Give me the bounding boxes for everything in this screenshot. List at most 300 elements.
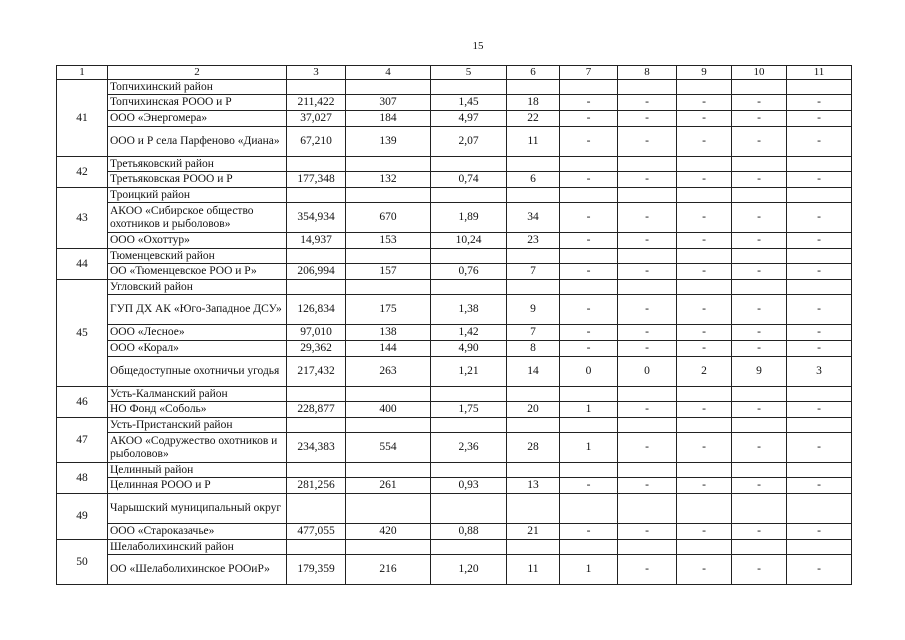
row-number: 46	[57, 387, 108, 418]
value-cell-c4: 175	[346, 295, 431, 325]
district-name: Усть-Калманский район	[108, 387, 287, 402]
table-row	[57, 172, 852, 188]
value-cell-c11: -	[787, 325, 852, 341]
value-cell-c9: -	[677, 341, 732, 357]
column-header: 8	[618, 66, 677, 80]
empty-cell	[677, 280, 732, 295]
value-cell-c7: 1	[560, 433, 618, 463]
value-cell-c8: -	[618, 127, 677, 157]
value-cell-c10: -	[732, 325, 787, 341]
table-row	[57, 341, 852, 357]
value-cell-c5: 1,38	[431, 295, 507, 325]
table-row	[57, 433, 852, 463]
empty-cell	[507, 494, 560, 524]
empty-cell	[287, 249, 346, 264]
value-cell-c10: -	[732, 341, 787, 357]
value-cell-c3: 211,422	[287, 95, 346, 111]
empty-cell	[507, 188, 560, 203]
value-cell-c11: -	[787, 264, 852, 280]
column-header: 7	[560, 66, 618, 80]
value-cell-c7: -	[560, 478, 618, 494]
district-row	[57, 540, 852, 555]
empty-cell	[431, 157, 507, 172]
value-cell-c11: -	[787, 478, 852, 494]
value-cell-c4: 263	[346, 357, 431, 387]
value-cell-c9: -	[677, 203, 732, 233]
empty-cell	[677, 387, 732, 402]
value-cell-c3: 29,362	[287, 341, 346, 357]
empty-cell	[732, 249, 787, 264]
value-cell-c9: -	[677, 233, 732, 249]
organization-name: ООО «Охоттур»	[108, 233, 287, 249]
value-cell-c7: -	[560, 325, 618, 341]
organization-name: НО Фонд «Соболь»	[108, 402, 287, 418]
organization-name: ООО «Староказачье»	[108, 524, 287, 540]
value-cell-c5: 0,74	[431, 172, 507, 188]
empty-cell	[787, 157, 852, 172]
organization-name: ООО и Р села Парфеново «Диана»	[108, 127, 287, 157]
page-number: 15	[472, 40, 484, 52]
empty-cell	[618, 387, 677, 402]
value-cell-c5: 1,21	[431, 357, 507, 387]
value-cell-c9: -	[677, 402, 732, 418]
value-cell-c9: -	[677, 127, 732, 157]
empty-cell	[618, 188, 677, 203]
value-cell-c10: -	[732, 203, 787, 233]
value-cell-c5: 0,76	[431, 264, 507, 280]
value-cell-c9: -	[677, 555, 732, 585]
row-number: 42	[57, 157, 108, 188]
value-cell-c4: 216	[346, 555, 431, 585]
empty-cell	[346, 463, 431, 478]
empty-cell	[677, 157, 732, 172]
value-cell-c6: 11	[507, 127, 560, 157]
empty-cell	[287, 280, 346, 295]
value-cell-c7: -	[560, 95, 618, 111]
value-cell-c9: -	[677, 524, 732, 540]
value-cell-c4: 261	[346, 478, 431, 494]
column-number-row	[57, 66, 852, 80]
table-row	[57, 95, 852, 111]
empty-cell	[618, 494, 677, 524]
value-cell-c6: 22	[507, 111, 560, 127]
district-name: Шелаболихинский район	[108, 540, 287, 555]
value-cell-c6: 20	[507, 402, 560, 418]
empty-cell	[431, 463, 507, 478]
empty-cell	[787, 463, 852, 478]
value-cell-c4: 144	[346, 341, 431, 357]
empty-cell	[787, 387, 852, 402]
organization-name: АКОО «Сибирское общество охотников и рыболовов»	[108, 203, 287, 233]
row-number: 47	[57, 418, 108, 463]
empty-cell	[618, 157, 677, 172]
empty-cell	[787, 494, 852, 524]
value-cell-c7: -	[560, 111, 618, 127]
value-cell-c3: 234,383	[287, 433, 346, 463]
value-cell-c8: -	[618, 295, 677, 325]
empty-cell	[431, 494, 507, 524]
empty-cell	[787, 280, 852, 295]
table-row	[57, 524, 852, 540]
empty-cell	[618, 540, 677, 555]
value-cell-c5: 1,75	[431, 402, 507, 418]
value-cell-c3: 177,348	[287, 172, 346, 188]
value-cell-c10: 9	[732, 357, 787, 387]
district-name: Усть-Пристанский район	[108, 418, 287, 433]
empty-cell	[560, 249, 618, 264]
value-cell-c4: 420	[346, 524, 431, 540]
value-cell-c4: 307	[346, 95, 431, 111]
value-cell-c4: 554	[346, 433, 431, 463]
empty-cell	[560, 280, 618, 295]
district-row	[57, 249, 852, 264]
value-cell-c5: 2,36	[431, 433, 507, 463]
row-number: 43	[57, 188, 108, 249]
value-cell-c5: 10,24	[431, 233, 507, 249]
district-row	[57, 157, 852, 172]
table-row	[57, 111, 852, 127]
empty-cell	[787, 249, 852, 264]
table-row	[57, 325, 852, 341]
value-cell-c3: 179,359	[287, 555, 346, 585]
value-cell-c7: -	[560, 203, 618, 233]
value-cell-c9: -	[677, 264, 732, 280]
empty-cell	[732, 280, 787, 295]
empty-cell	[287, 80, 346, 95]
empty-cell	[732, 80, 787, 95]
value-cell-c10: -	[732, 233, 787, 249]
empty-cell	[732, 463, 787, 478]
value-cell-c9: -	[677, 95, 732, 111]
value-cell-c11: -	[787, 524, 852, 540]
value-cell-c6: 8	[507, 341, 560, 357]
empty-cell	[346, 418, 431, 433]
empty-cell	[346, 188, 431, 203]
empty-cell	[431, 387, 507, 402]
value-cell-c7: -	[560, 172, 618, 188]
district-name: Угловский район	[108, 280, 287, 295]
empty-cell	[732, 418, 787, 433]
row-number: 50	[57, 540, 108, 585]
value-cell-c7: -	[560, 127, 618, 157]
value-cell-c6: 13	[507, 478, 560, 494]
empty-cell	[560, 188, 618, 203]
column-header: 6	[507, 66, 560, 80]
value-cell-c8: -	[618, 341, 677, 357]
empty-cell	[431, 80, 507, 95]
value-cell-c9: -	[677, 325, 732, 341]
column-header: 3	[287, 66, 346, 80]
empty-cell	[618, 418, 677, 433]
empty-cell	[677, 418, 732, 433]
value-cell-c8: -	[618, 111, 677, 127]
column-header: 1	[57, 66, 108, 80]
empty-cell	[431, 540, 507, 555]
value-cell-c3: 14,937	[287, 233, 346, 249]
district-name: Топчихинский район	[108, 80, 287, 95]
empty-cell	[618, 280, 677, 295]
value-cell-c11: -	[787, 203, 852, 233]
organization-name: ОО «Шелаболихинское РООиР»	[108, 555, 287, 585]
empty-cell	[287, 157, 346, 172]
empty-cell	[287, 494, 346, 524]
value-cell-c10: -	[732, 402, 787, 418]
table-row	[57, 555, 852, 585]
value-cell-c3: 37,027	[287, 111, 346, 127]
value-cell-c3: 67,210	[287, 127, 346, 157]
value-cell-c7: -	[560, 295, 618, 325]
table-row	[57, 478, 852, 494]
value-cell-c3: 217,432	[287, 357, 346, 387]
value-cell-c8: -	[618, 203, 677, 233]
value-cell-c11: 3	[787, 357, 852, 387]
hunting-grounds-table	[56, 65, 852, 585]
empty-cell	[287, 463, 346, 478]
district-row	[57, 280, 852, 295]
district-name: Третьяковский район	[108, 157, 287, 172]
organization-name: ООО «Энергомера»	[108, 111, 287, 127]
table-row	[57, 127, 852, 157]
value-cell-c6: 34	[507, 203, 560, 233]
empty-cell	[560, 494, 618, 524]
empty-cell	[287, 387, 346, 402]
value-cell-c5: 1,20	[431, 555, 507, 585]
value-cell-c10: -	[732, 555, 787, 585]
value-cell-c9: -	[677, 433, 732, 463]
empty-cell	[507, 463, 560, 478]
value-cell-c10: -	[732, 295, 787, 325]
empty-cell	[560, 80, 618, 95]
value-cell-c5: 4,90	[431, 341, 507, 357]
value-cell-c8: -	[618, 524, 677, 540]
value-cell-c8: -	[618, 172, 677, 188]
empty-cell	[431, 249, 507, 264]
empty-cell	[677, 80, 732, 95]
value-cell-c9: -	[677, 111, 732, 127]
table-row	[57, 264, 852, 280]
empty-cell	[560, 387, 618, 402]
value-cell-c11: -	[787, 402, 852, 418]
table-body	[57, 80, 852, 585]
value-cell-c5: 0,93	[431, 478, 507, 494]
value-cell-c6: 7	[507, 325, 560, 341]
organization-name: ООО «Лесное»	[108, 325, 287, 341]
value-cell-c7: 1	[560, 402, 618, 418]
district-row	[57, 494, 852, 524]
value-cell-c11: -	[787, 172, 852, 188]
value-cell-c10: -	[732, 433, 787, 463]
table-row	[57, 357, 852, 387]
value-cell-c11: -	[787, 111, 852, 127]
table-row	[57, 295, 852, 325]
value-cell-c8: -	[618, 555, 677, 585]
district-row	[57, 418, 852, 433]
value-cell-c10: -	[732, 478, 787, 494]
empty-cell	[677, 494, 732, 524]
empty-cell	[507, 418, 560, 433]
value-cell-c3: 281,256	[287, 478, 346, 494]
value-cell-c10: -	[732, 111, 787, 127]
value-cell-c4: 138	[346, 325, 431, 341]
column-header: 11	[787, 66, 852, 80]
district-row	[57, 188, 852, 203]
table-row	[57, 233, 852, 249]
empty-cell	[677, 540, 732, 555]
district-name: Троицкий район	[108, 188, 287, 203]
value-cell-c4: 184	[346, 111, 431, 127]
empty-cell	[787, 418, 852, 433]
value-cell-c5: 1,42	[431, 325, 507, 341]
row-number: 44	[57, 249, 108, 280]
empty-cell	[732, 540, 787, 555]
value-cell-c11: -	[787, 95, 852, 111]
organization-name: Общедоступные охотничьи угодья	[108, 357, 287, 387]
value-cell-c5: 2,07	[431, 127, 507, 157]
empty-cell	[677, 249, 732, 264]
empty-cell	[507, 80, 560, 95]
value-cell-c9: 2	[677, 357, 732, 387]
empty-cell	[787, 80, 852, 95]
value-cell-c8: -	[618, 95, 677, 111]
value-cell-c7: -	[560, 524, 618, 540]
column-header: 9	[677, 66, 732, 80]
empty-cell	[346, 387, 431, 402]
value-cell-c4: 153	[346, 233, 431, 249]
organization-name: ООО «Корал»	[108, 341, 287, 357]
empty-cell	[732, 188, 787, 203]
value-cell-c6: 18	[507, 95, 560, 111]
value-cell-c11: -	[787, 233, 852, 249]
organization-name: Третьяковская РОOO и Р	[108, 172, 287, 188]
empty-cell	[560, 157, 618, 172]
empty-cell	[507, 157, 560, 172]
value-cell-c5: 4,97	[431, 111, 507, 127]
column-header: 5	[431, 66, 507, 80]
value-cell-c6: 11	[507, 555, 560, 585]
empty-cell	[287, 188, 346, 203]
column-header: 2	[108, 66, 287, 80]
value-cell-c3: 228,877	[287, 402, 346, 418]
organization-name: ОО «Тюменцевское РОО и Р»	[108, 264, 287, 280]
row-number: 49	[57, 494, 108, 540]
empty-cell	[431, 418, 507, 433]
empty-cell	[346, 157, 431, 172]
value-cell-c9: -	[677, 172, 732, 188]
empty-cell	[346, 540, 431, 555]
value-cell-c11: -	[787, 341, 852, 357]
value-cell-c3: 97,010	[287, 325, 346, 341]
empty-cell	[507, 280, 560, 295]
column-header: 10	[732, 66, 787, 80]
value-cell-c7: 1	[560, 555, 618, 585]
row-number: 41	[57, 80, 108, 157]
value-cell-c10: -	[732, 127, 787, 157]
value-cell-c4: 400	[346, 402, 431, 418]
value-cell-c4: 132	[346, 172, 431, 188]
empty-cell	[346, 280, 431, 295]
value-cell-c7: -	[560, 233, 618, 249]
row-number: 45	[57, 280, 108, 387]
empty-cell	[618, 463, 677, 478]
empty-cell	[618, 80, 677, 95]
value-cell-c3: 126,834	[287, 295, 346, 325]
empty-cell	[507, 249, 560, 264]
value-cell-c5: 1,89	[431, 203, 507, 233]
value-cell-c5: 0,88	[431, 524, 507, 540]
value-cell-c6: 23	[507, 233, 560, 249]
district-row	[57, 463, 852, 478]
value-cell-c9: -	[677, 295, 732, 325]
value-cell-c8: -	[618, 402, 677, 418]
empty-cell	[787, 188, 852, 203]
value-cell-c8: -	[618, 433, 677, 463]
empty-cell	[677, 188, 732, 203]
row-number: 48	[57, 463, 108, 494]
value-cell-c7: -	[560, 264, 618, 280]
district-row	[57, 387, 852, 402]
district-name: Целинный район	[108, 463, 287, 478]
empty-cell	[346, 249, 431, 264]
value-cell-c4: 670	[346, 203, 431, 233]
value-cell-c4: 139	[346, 127, 431, 157]
empty-cell	[431, 280, 507, 295]
value-cell-c3: 206,994	[287, 264, 346, 280]
empty-cell	[507, 540, 560, 555]
value-cell-c11: -	[787, 127, 852, 157]
district-name: Тюменцевский район	[108, 249, 287, 264]
value-cell-c7: 0	[560, 357, 618, 387]
value-cell-c8: -	[618, 233, 677, 249]
empty-cell	[560, 463, 618, 478]
empty-cell	[560, 418, 618, 433]
empty-cell	[618, 249, 677, 264]
value-cell-c10: -	[732, 264, 787, 280]
empty-cell	[560, 540, 618, 555]
organization-name: АКОО «Содружество охотников и рыболовов»	[108, 433, 287, 463]
table-row	[57, 402, 852, 418]
value-cell-c5: 1,45	[431, 95, 507, 111]
empty-cell	[287, 540, 346, 555]
organization-name: Целинная РОOO и Р	[108, 478, 287, 494]
value-cell-c4: 157	[346, 264, 431, 280]
value-cell-c3: 477,055	[287, 524, 346, 540]
value-cell-c11: -	[787, 555, 852, 585]
value-cell-c6: 6	[507, 172, 560, 188]
empty-cell	[431, 188, 507, 203]
district-name: Чарышский муниципальный округ	[108, 494, 287, 524]
value-cell-c11: -	[787, 295, 852, 325]
empty-cell	[507, 387, 560, 402]
value-cell-c7: -	[560, 341, 618, 357]
value-cell-c3: 354,934	[287, 203, 346, 233]
column-header: 4	[346, 66, 431, 80]
value-cell-c8: -	[618, 264, 677, 280]
organization-name: Топчихинская РОOO и Р	[108, 95, 287, 111]
district-row	[57, 80, 852, 95]
empty-cell	[346, 80, 431, 95]
value-cell-c8: -	[618, 325, 677, 341]
value-cell-c9: -	[677, 478, 732, 494]
empty-cell	[732, 387, 787, 402]
empty-cell	[346, 494, 431, 524]
empty-cell	[287, 418, 346, 433]
value-cell-c8: 0	[618, 357, 677, 387]
empty-cell	[677, 463, 732, 478]
empty-cell	[732, 494, 787, 524]
value-cell-c6: 7	[507, 264, 560, 280]
value-cell-c11: -	[787, 433, 852, 463]
organization-name: ГУП ДХ АК «Юго-Западное ДСУ»	[108, 295, 287, 325]
